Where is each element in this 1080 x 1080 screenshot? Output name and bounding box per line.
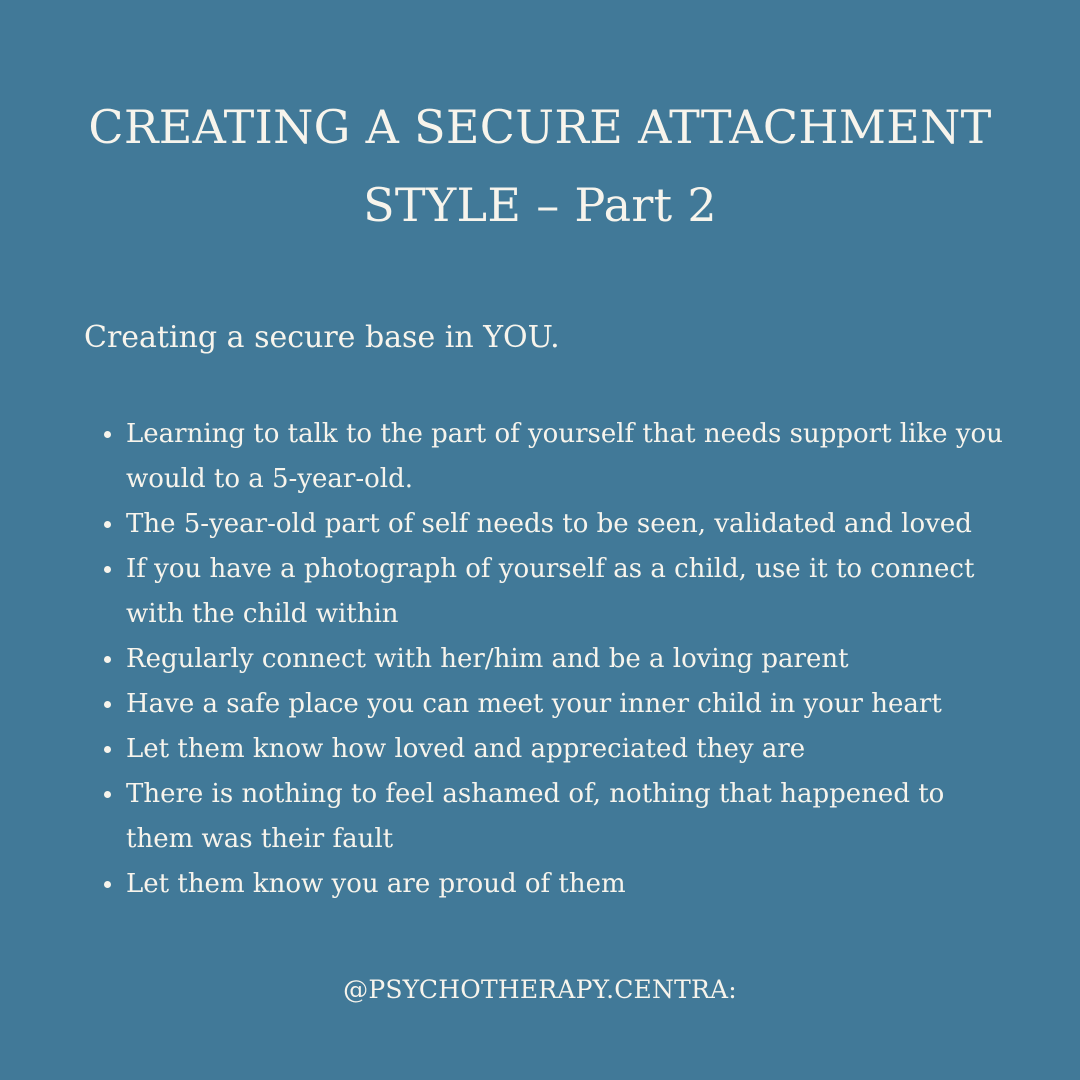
bullet-item: The 5-year-old part of self needs to be seen, validated and loved [126,502,1006,547]
page-title-line-1: CREATING A SECURE ATTACHMENT [88,100,992,154]
bullet-list [126,412,1006,907]
bullet-item: Regularly connect with her/him and be a loving parent [126,637,1006,682]
intro-text: Creating a secure base in YOU. [84,320,560,355]
bullet-item: There is nothing to feel ashamed of, nothing that happened to them was their fault [126,772,1006,862]
bullet-item: Let them know how loved and appreciated they are [126,727,1006,772]
bullet-item: Let them know you are proud of them [126,862,1006,907]
bullet-item: Have a safe place you can meet your inner child in your heart [126,682,1006,727]
page-title [0,88,1080,244]
page-title-line-2: STYLE – Part 2 [363,178,717,232]
account-handle: @PSYCHOTHERAPY.CENTRA: [343,975,737,1004]
bullet-item: Learning to talk to the part of yourself that needs support like you would to a 5-year-old. [126,412,1006,502]
bullet-item: If you have a photograph of yourself as a child, use it to connect with the child within [126,547,1006,637]
